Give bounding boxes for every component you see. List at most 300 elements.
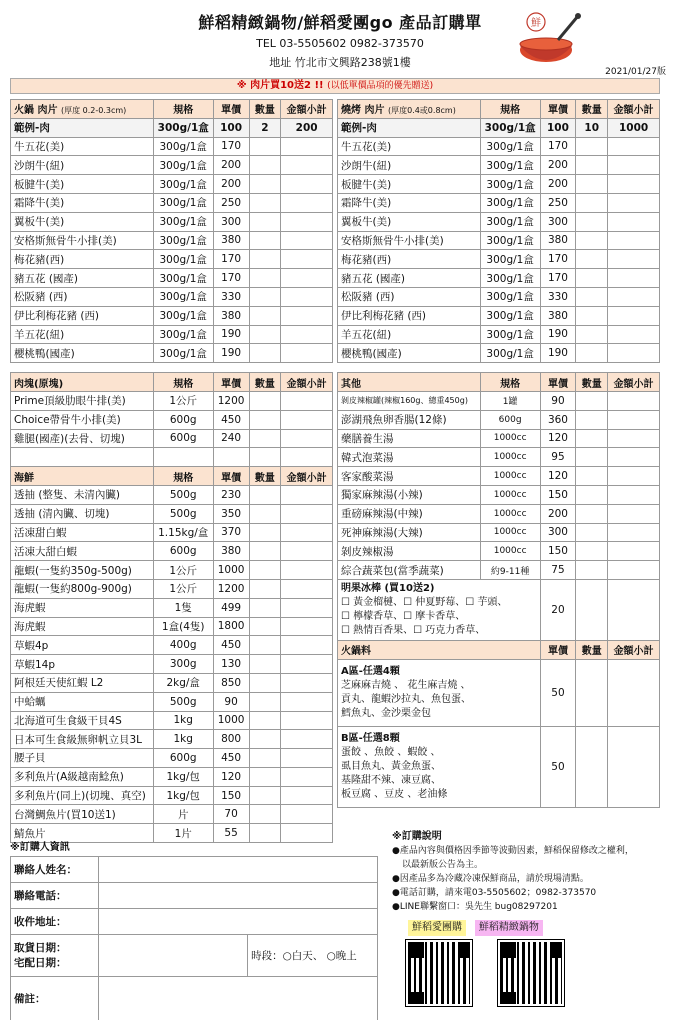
delivery-date-label: 宅配日期： [14, 956, 67, 969]
product-name: 草蝦4p [11, 636, 154, 655]
section-title [11, 100, 154, 119]
product-row [338, 137, 660, 156]
quantity-cell[interactable] [249, 523, 281, 542]
product-row [338, 429, 660, 448]
subtotal-cell[interactable] [281, 485, 333, 504]
quantity-cell[interactable] [249, 231, 281, 250]
product-spec: 1片 [153, 824, 213, 843]
zone-options [338, 726, 541, 807]
quantity-cell[interactable] [249, 749, 281, 768]
zone-options [338, 659, 541, 726]
product-spec: 300g/1盒 [480, 156, 540, 175]
subtotal-cell[interactable] [281, 749, 333, 768]
subtotal-cell[interactable] [281, 269, 333, 288]
product-spec: 300g/1盒 [480, 175, 540, 194]
example-subtotal: 1000 [608, 118, 660, 137]
example-spec: 300g/1盒 [480, 118, 540, 137]
product-name: 龍蝦(一隻約350g-500g) [11, 561, 154, 580]
quantity-cell[interactable] [576, 344, 608, 363]
blank-cell [153, 448, 213, 467]
product-spec: 300g/1盒 [480, 306, 540, 325]
column-header: 數量 [249, 467, 281, 486]
product-price: 800 [213, 730, 249, 749]
quantity-cell[interactable] [249, 617, 281, 636]
column-header: 數量 [249, 373, 281, 392]
subtotal-cell[interactable] [608, 561, 660, 580]
quantity-cell[interactable] [249, 175, 281, 194]
product-price: 370 [213, 523, 249, 542]
product-price: 450 [213, 410, 249, 429]
product-name: 韓式泡菜湯 [338, 448, 481, 467]
product-spec: 片 [153, 805, 213, 824]
subtotal-cell[interactable] [608, 325, 660, 344]
subtotal-cell[interactable] [608, 193, 660, 212]
quantity-cell[interactable] [576, 659, 608, 726]
orderer-info [10, 840, 378, 1020]
quantity-cell[interactable] [249, 212, 281, 231]
subtotal-cell[interactable] [608, 175, 660, 194]
subtotal-cell[interactable] [281, 344, 333, 363]
quantity-cell[interactable] [576, 523, 608, 542]
product-row [11, 325, 333, 344]
product-spec: 300g/1盒 [153, 325, 213, 344]
product-row [11, 344, 333, 363]
subtotal-cell[interactable] [281, 617, 333, 636]
subtotal-cell[interactable] [608, 659, 660, 726]
product-row [11, 250, 333, 269]
product-name: 透抽 (整隻、未清內臟) [11, 485, 154, 504]
quantity-cell[interactable] [249, 579, 281, 598]
subtotal-cell[interactable] [281, 193, 333, 212]
quantity-cell[interactable] [576, 156, 608, 175]
product-name: 伊比利梅花豬 (西) [11, 306, 154, 325]
product-price: 170 [213, 137, 249, 156]
zone-b-l3: 基隆甜不辣、凍豆腐、 [341, 774, 441, 786]
quantity-cell[interactable] [576, 726, 608, 807]
product-price: 380 [540, 231, 576, 250]
zone-price: 50 [540, 659, 576, 726]
product-name: 翼板牛(美) [11, 212, 154, 231]
product-price: 200 [540, 156, 576, 175]
product-row [338, 156, 660, 175]
quantity-cell[interactable] [576, 467, 608, 486]
subtotal-cell[interactable] [281, 579, 333, 598]
quantity-cell[interactable] [576, 193, 608, 212]
popsicle-l3[interactable]: ☐ 熱情百香果、☐ 巧克力香草、 [341, 624, 486, 636]
section-thickness: (厚度0.4或0.8cm) [387, 106, 456, 116]
quantity-cell[interactable] [576, 448, 608, 467]
subtotal-cell[interactable] [281, 523, 333, 542]
shipping-address-label: 收件地址： [11, 909, 99, 935]
subtotal-cell[interactable] [281, 212, 333, 231]
product-price: 170 [540, 137, 576, 156]
product-price: 1000 [213, 561, 249, 580]
subtotal-cell[interactable] [281, 287, 333, 306]
popsicle-title: 明果冰棒 (買10送2) [341, 582, 435, 594]
product-name: 伊比利梅花豬 (西) [338, 306, 481, 325]
section-gap [11, 363, 333, 373]
product-price: 360 [540, 410, 576, 429]
product-price: 380 [213, 306, 249, 325]
product-name: 牛五花(美) [11, 137, 154, 156]
subtotal-cell[interactable] [281, 325, 333, 344]
product-price: 200 [540, 504, 576, 523]
quantity-cell[interactable] [249, 730, 281, 749]
product-spec: 1kg/包 [153, 786, 213, 805]
subtotal-cell[interactable] [608, 726, 660, 807]
quantity-cell[interactable] [576, 410, 608, 429]
contact-phone-label: 聯絡電話： [11, 883, 99, 909]
section-name: 肉塊(原塊) [14, 378, 64, 390]
subtotal-cell[interactable] [608, 391, 660, 410]
product-row [11, 711, 333, 730]
quantity-cell[interactable] [576, 231, 608, 250]
quantity-cell[interactable] [249, 391, 281, 410]
subtotal-cell[interactable] [608, 269, 660, 288]
order-notes [392, 830, 672, 1006]
product-spec: 300g/1盒 [480, 325, 540, 344]
product-name: 鯖魚片 [11, 824, 154, 843]
product-name: 霜降牛(美) [11, 193, 154, 212]
subtotal-cell[interactable] [608, 485, 660, 504]
quantity-cell[interactable] [249, 636, 281, 655]
product-spec: 1kg [153, 711, 213, 730]
product-name: 剝皮辣椒罐(辣椒160g、總重450g) [338, 391, 481, 410]
subtotal-cell[interactable] [281, 542, 333, 561]
subtotal-cell[interactable] [608, 467, 660, 486]
product-price: 190 [540, 325, 576, 344]
shipping-address-field[interactable] [98, 909, 377, 935]
product-row [11, 805, 333, 824]
phone-numbers: TEL 03-5505602 0982-373570 [256, 37, 424, 50]
column-header: 單價 [540, 373, 576, 392]
product-name: 板腱牛(美) [11, 175, 154, 194]
example-qty: 2 [249, 118, 281, 137]
column-header: 規格 [153, 467, 213, 486]
product-name: 沙朗牛(紐) [11, 156, 154, 175]
subtotal-cell[interactable] [281, 673, 333, 692]
product-price: 70 [213, 805, 249, 824]
subtotal-cell[interactable] [608, 410, 660, 429]
quantity-cell[interactable] [576, 542, 608, 561]
product-price: 450 [213, 636, 249, 655]
product-spec: 1kg/包 [153, 767, 213, 786]
product-spec: 1隻 [153, 598, 213, 617]
product-row [11, 542, 333, 561]
column-header: 規格 [153, 100, 213, 119]
product-spec: 600g [153, 749, 213, 768]
quantity-cell[interactable] [576, 485, 608, 504]
contact-phone-field[interactable] [98, 883, 377, 909]
column-header: 金額小計 [608, 100, 660, 119]
product-price: 250 [213, 193, 249, 212]
product-price: 380 [213, 231, 249, 250]
product-name: 阿根廷天使紅蝦 L2 [11, 673, 154, 692]
subtotal-cell[interactable] [608, 542, 660, 561]
product-row [11, 156, 333, 175]
zone-a-l3: 鱈魚丸、金沙栗金包 [341, 707, 431, 719]
quantity-cell[interactable] [249, 655, 281, 674]
subtotal-cell[interactable] [608, 504, 660, 523]
qr-code-icon[interactable] [406, 940, 472, 1006]
subtotal-cell[interactable] [608, 231, 660, 250]
quantity-cell[interactable] [249, 156, 281, 175]
contact-name-field[interactable] [98, 857, 377, 883]
quantity-cell[interactable] [249, 325, 281, 344]
subtotal-cell[interactable] [281, 137, 333, 156]
product-name: 中蛤蠣 [11, 692, 154, 711]
product-price: 380 [213, 542, 249, 561]
quantity-cell[interactable] [249, 504, 281, 523]
example-name: 範例-肉 [338, 118, 481, 137]
product-row [11, 579, 333, 598]
product-price: 499 [213, 598, 249, 617]
product-spec: 2kg/盒 [153, 673, 213, 692]
quantity-cell[interactable] [576, 504, 608, 523]
column-header: 單價 [213, 100, 249, 119]
subtotal-cell[interactable] [608, 156, 660, 175]
subtotal-cell[interactable] [608, 523, 660, 542]
column-header: 金額小計 [608, 373, 660, 392]
product-price: 300 [540, 523, 576, 542]
product-name: 松阪豬 (西) [11, 287, 154, 306]
time-period-field[interactable]: 時段：○白天、 ○晚上 [248, 935, 378, 977]
product-price: 1200 [213, 579, 249, 598]
date-labels [11, 935, 99, 977]
quantity-cell[interactable] [576, 561, 608, 580]
product-spec: 300g/1盒 [153, 137, 213, 156]
product-row [338, 467, 660, 486]
product-row [11, 306, 333, 325]
quantity-cell[interactable] [249, 786, 281, 805]
product-price: 190 [213, 344, 249, 363]
subtotal-cell[interactable] [281, 561, 333, 580]
subtotal-cell[interactable] [281, 410, 333, 429]
date-field[interactable] [98, 935, 247, 977]
quantity-cell[interactable] [249, 711, 281, 730]
subtotal-cell[interactable] [281, 391, 333, 410]
ingredient-zone-b [338, 726, 660, 807]
product-row [11, 617, 333, 636]
product-name: Choice帶骨牛小排(美) [11, 410, 154, 429]
hotpot-logo-icon [508, 10, 588, 72]
zone-b-title: B區-任選8顆 [341, 732, 400, 744]
product-price: 1800 [213, 617, 249, 636]
subtotal-cell[interactable] [281, 231, 333, 250]
product-spec: 300g/1盒 [153, 269, 213, 288]
product-name: 梅花豬(西) [338, 250, 481, 269]
product-spec: 300g/1盒 [153, 344, 213, 363]
product-spec: 600g [153, 429, 213, 448]
example-price: 100 [213, 118, 249, 137]
product-price: 330 [213, 287, 249, 306]
subtotal-cell[interactable] [281, 306, 333, 325]
quantity-cell[interactable] [249, 344, 281, 363]
subtotal-cell[interactable] [608, 306, 660, 325]
product-spec: 1000cc [480, 504, 540, 523]
tag-group-buy: 鮮稻愛團購 [408, 920, 466, 936]
product-price: 95 [540, 448, 576, 467]
subtotal-cell[interactable] [608, 212, 660, 231]
pickup-date-label: 取貨日期： [14, 941, 67, 954]
section-title [11, 373, 154, 392]
quantity-cell[interactable] [249, 542, 281, 561]
product-name: 雞腿(國產)(去骨、切塊) [11, 429, 154, 448]
quantity-cell[interactable] [249, 673, 281, 692]
subtotal-cell[interactable] [281, 692, 333, 711]
subtotal-cell[interactable] [608, 137, 660, 156]
product-row [338, 504, 660, 523]
product-price: 130 [213, 655, 249, 674]
product-row [11, 673, 333, 692]
subtotal-cell[interactable] [281, 175, 333, 194]
column-header: 數量 [249, 100, 281, 119]
zone-b-l4: 板豆腐 、豆皮 、老油條 [341, 788, 448, 800]
product-name: 獨家麻辣湯(小辣) [338, 485, 481, 504]
product-name: 綜合蔬菜包(當季蔬菜) [338, 561, 481, 580]
quantity-cell[interactable] [249, 561, 281, 580]
quantity-cell[interactable] [576, 429, 608, 448]
quantity-cell[interactable] [249, 306, 281, 325]
product-spec: 300g/1盒 [480, 287, 540, 306]
product-name: 死神麻辣湯(大辣) [338, 523, 481, 542]
product-spec: 500g [153, 692, 213, 711]
subtotal-cell[interactable] [608, 287, 660, 306]
product-spec: 300g/1盒 [480, 212, 540, 231]
product-name: 牛五花(美) [338, 137, 481, 156]
product-row [338, 231, 660, 250]
quantity-cell[interactable] [576, 250, 608, 269]
product-name: 櫻桃鴨(國產) [338, 344, 481, 363]
product-name: 北海道可生食級干貝4S [11, 711, 154, 730]
subtotal-cell[interactable] [608, 579, 660, 640]
product-spec: 300g/1盒 [480, 250, 540, 269]
qr-code-icon[interactable] [498, 940, 564, 1006]
product-row [338, 193, 660, 212]
product-price: 240 [213, 429, 249, 448]
product-price: 380 [540, 306, 576, 325]
quantity-cell[interactable] [576, 391, 608, 410]
product-row [11, 561, 333, 580]
quantity-cell[interactable] [249, 287, 281, 306]
note-4: ●LINE聯繫窗口：吳先生 bug08297201 [392, 902, 558, 912]
product-row [338, 212, 660, 231]
popsicle-l2[interactable]: ☐ 檸檬香草、☐ 摩卡香草、 [341, 610, 466, 622]
quantity-cell[interactable] [249, 250, 281, 269]
zone-a-title: A區-任選4顆 [341, 665, 400, 677]
quantity-cell[interactable] [249, 410, 281, 429]
remark-field[interactable] [98, 977, 377, 1020]
example-subtotal: 200 [281, 118, 333, 137]
product-spec: 400g [153, 636, 213, 655]
subtotal-cell[interactable] [281, 598, 333, 617]
tag-hotpot: 鮮稻精緻鍋物 [475, 920, 543, 936]
blank-cell [11, 448, 154, 467]
product-spec: 300g/1盒 [480, 231, 540, 250]
blank-cell [281, 448, 333, 467]
quantity-cell[interactable] [576, 306, 608, 325]
product-row [338, 485, 660, 504]
quantity-cell[interactable] [249, 767, 281, 786]
quantity-cell[interactable] [249, 598, 281, 617]
quantity-cell[interactable] [249, 137, 281, 156]
subtotal-cell[interactable] [608, 429, 660, 448]
subtotal-cell[interactable] [281, 636, 333, 655]
subtotal-cell[interactable] [608, 448, 660, 467]
product-row [11, 212, 333, 231]
zone-a-l1: 芝麻麻吉燒 、 花生麻吉燒 、 [341, 679, 471, 691]
product-row [11, 523, 333, 542]
product-spec: 1000cc [480, 523, 540, 542]
product-spec: 約9-11種 [480, 561, 540, 580]
product-spec: 300g/1盒 [480, 137, 540, 156]
subtotal-cell[interactable] [281, 767, 333, 786]
quantity-cell[interactable] [249, 193, 281, 212]
quantity-cell[interactable] [576, 579, 608, 640]
subtotal-cell[interactable] [281, 156, 333, 175]
subtotal-cell[interactable] [608, 250, 660, 269]
subtotal-cell[interactable] [608, 344, 660, 363]
product-row [338, 306, 660, 325]
product-name: 藥膳養生湯 [338, 429, 481, 448]
subtotal-cell[interactable] [281, 429, 333, 448]
product-row [338, 175, 660, 194]
quantity-cell[interactable] [576, 269, 608, 288]
blank-row [11, 448, 333, 467]
quantity-cell[interactable] [576, 137, 608, 156]
product-spec: 1公斤 [153, 579, 213, 598]
quantity-cell[interactable] [576, 212, 608, 231]
popsicle-l1[interactable]: ☐ 黃金榴槤、☐ 仲夏野莓、☐ 芋頭、 [341, 596, 508, 608]
product-price: 300 [540, 212, 576, 231]
quantity-cell[interactable] [249, 805, 281, 824]
subtotal-cell[interactable] [281, 504, 333, 523]
quantity-cell[interactable] [249, 269, 281, 288]
quantity-cell[interactable] [576, 175, 608, 194]
subtotal-cell[interactable] [281, 805, 333, 824]
product-price: 170 [540, 269, 576, 288]
product-name: 腰子貝 [11, 749, 154, 768]
column-header: 規格 [153, 373, 213, 392]
quantity-cell[interactable] [576, 325, 608, 344]
quantity-cell[interactable] [576, 287, 608, 306]
quantity-cell[interactable] [249, 429, 281, 448]
column-header: 規格 [480, 373, 540, 392]
product-name: 活凍甜白蝦 [11, 523, 154, 542]
product-spec: 300g/1盒 [153, 193, 213, 212]
section-title [11, 467, 154, 486]
column-header: 規格 [480, 100, 540, 119]
product-name: 海虎蝦 [11, 617, 154, 636]
subtotal-cell[interactable] [281, 711, 333, 730]
subtotal-cell[interactable] [281, 250, 333, 269]
subtotal-cell[interactable] [281, 786, 333, 805]
product-name: 櫻桃鴨(國產) [11, 344, 154, 363]
product-row [338, 344, 660, 363]
example-row [338, 118, 660, 137]
product-price: 250 [540, 193, 576, 212]
subtotal-cell[interactable] [281, 730, 333, 749]
product-row [11, 269, 333, 288]
product-price: 330 [540, 287, 576, 306]
product-row [338, 542, 660, 561]
product-spec: 500g [153, 485, 213, 504]
column-header: 單價 [540, 640, 576, 659]
subtotal-cell[interactable] [281, 655, 333, 674]
zone-b-l2: 虱目魚丸、黃金魚蛋、 [341, 760, 441, 772]
quantity-cell[interactable] [249, 692, 281, 711]
quantity-cell[interactable] [249, 485, 281, 504]
